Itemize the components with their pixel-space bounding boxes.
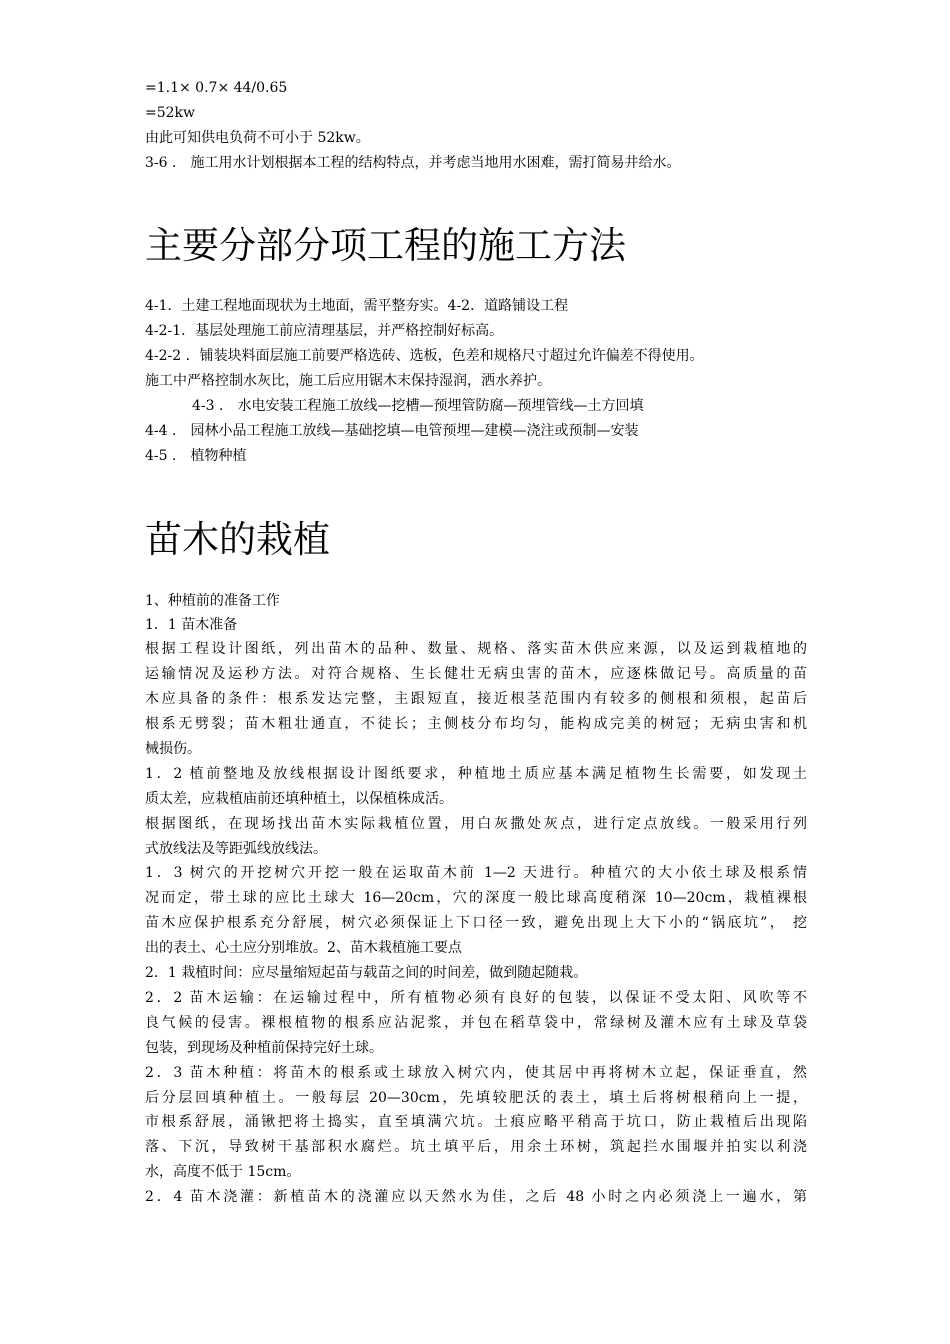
paragraph-line: 包装，到现场及种植前保持完好土球。 [145,1040,383,1056]
paragraph-line: 式放线法及等距弧线放线法。 [145,841,327,857]
paragraph-line: 2．2 苗木运输：在运输过程中，所有植物必须有良好的包装，以保证不受太阳、风吹等不 [145,990,807,1006]
paragraph-line: 根系无劈裂；苗木粗壮通直，不徒长；主侧枝分布均匀，能构成完美的树冠；无病虫害和机 [145,716,807,732]
paragraph-line: 1．3 树穴的开挖树穴开挖一般在运取苗木前 1—2 天进行。种植穴的大小依土球及根系情 [145,865,807,881]
paragraph-line: 市根系舒展，涌锹把将土捣实，直至填满穴坑。土痕应略平稍高于坑口，防止栽植后出现陷 [145,1114,807,1130]
paragraph-line: 4-5 ． 植物种植 [145,448,247,464]
paragraph-line: 4-4 ． 园林小品工程施工放线—基础挖填—电管预埋—建模—浇注或预制—安装 [145,423,639,439]
paragraph-line: 运输情况及运秒方法。对符合规格、生长健壮无病虫害的苗木，应逐株做记号。高质量的苗 [145,666,807,682]
paragraph-line: 4-2-1．基层处理施工前应清理基层，并严格控制好标高。 [145,323,504,339]
water-plan-line: 3-6 ． 施工用水计划根据本工程的结构特点，并考虑当地用水困难，需打简易井给水。 [145,155,681,171]
result-line: =52kw [145,105,196,121]
paragraph-line: 水，高度不低于 15cm。 [145,1164,301,1180]
paragraph-line: 质太差，应栽植庙前还填种植土，以保植株成活。 [145,791,453,807]
paragraph-line: 4-3 ． 水电安装工程施工放线—挖槽—预埋管防腐—预埋管线—土方回填 [192,398,644,414]
paragraph-line: 苗木应保护根系充分舒展，树穴必须保证上下口径一致，避免出现上大下小的“锅底坑”， 挖 [145,915,807,931]
paragraph-line: 4-2-2 ．铺装块料面层施工前要严格选砖、选板，色差和规格尺寸超过允许偏差不得使用。 [145,348,704,364]
paragraph-line: 1、种植前的准备工作 [145,593,280,609]
paragraph-line: 根据工程设计图纸，列出苗木的品种、数量、规格、落实苗木供应来源，以及运到栽植地的 [145,641,807,657]
section-heading-planting: 苗木的栽植 [145,518,330,561]
paragraph-line: 根据图纸，在现场找出苗木实际栽植位置，用白灰撒处灰点，进行定点放线。一般采用行列 [145,816,807,832]
section-heading-methods: 主要分部分项工程的施工方法 [145,224,626,267]
paragraph-line: 落、下沉，导致树干基部积水腐烂。坑土填平后，用余土环树，筑起拦水围堰并拍实以利浇 [145,1139,807,1155]
paragraph-line: 械损伤。 [145,741,201,757]
paragraph-line: 后分层回填种植土。一般每层 20—30cm，先填较肥沃的表土，填土后将树根稍向上一提， [145,1090,807,1106]
paragraph-line: 4-1．土建工程地面现状为土地面，需平整夯实。4-2．道路铺设工程 [145,298,569,314]
paragraph-line: 木应具备的条件：根系发达完整，主跟短直，接近根茎范围内有较多的侧根和须根，起苗后 [145,691,807,707]
paragraph-line: 良气候的侵害。裸根植物的根系应沾泥浆，并包在稻草袋中，常绿树及灌木应有土球及草袋 [145,1015,807,1031]
paragraph-line: 1．1 苗木准备 [145,617,238,633]
paragraph-line: 施工中严格控制水灰比，施工后应用锯木末保持湿润，洒水养护。 [145,373,551,389]
paragraph-line: 况而定，带土球的应比土球大 16—20cm，穴的深度一般比球高度稍深 10—20cm，栽植裸根 [145,890,807,906]
formula-line: =1.1× 0.7× 44/0.65 [145,80,288,96]
conclusion-line: 由此可知供电负荷不可小于 52kw。 [145,130,370,146]
paragraph-line: 2．4 苗木浇灌：新植苗木的浇灌应以天然水为佳，之后 48 小时之内必须浇上一遍水，第 [145,1189,807,1205]
paragraph-line: 出的表土、心土应分别堆放。2、苗木栽植施工要点 [145,940,462,956]
paragraph-line: 1．2 植前整地及放线根据设计图纸要求，种植地土质应基本满足植物生长需要，如发现土 [145,766,807,782]
paragraph-line: 2．3 苗木种植：将苗木的根系或土球放入树穴内，使其居中再将树木立起，保证垂直，然 [145,1065,807,1081]
paragraph-line: 2．1 栽植时间：应尽量缩短起苗与载苗之间的时间差，做到随起随栽。 [145,965,588,981]
